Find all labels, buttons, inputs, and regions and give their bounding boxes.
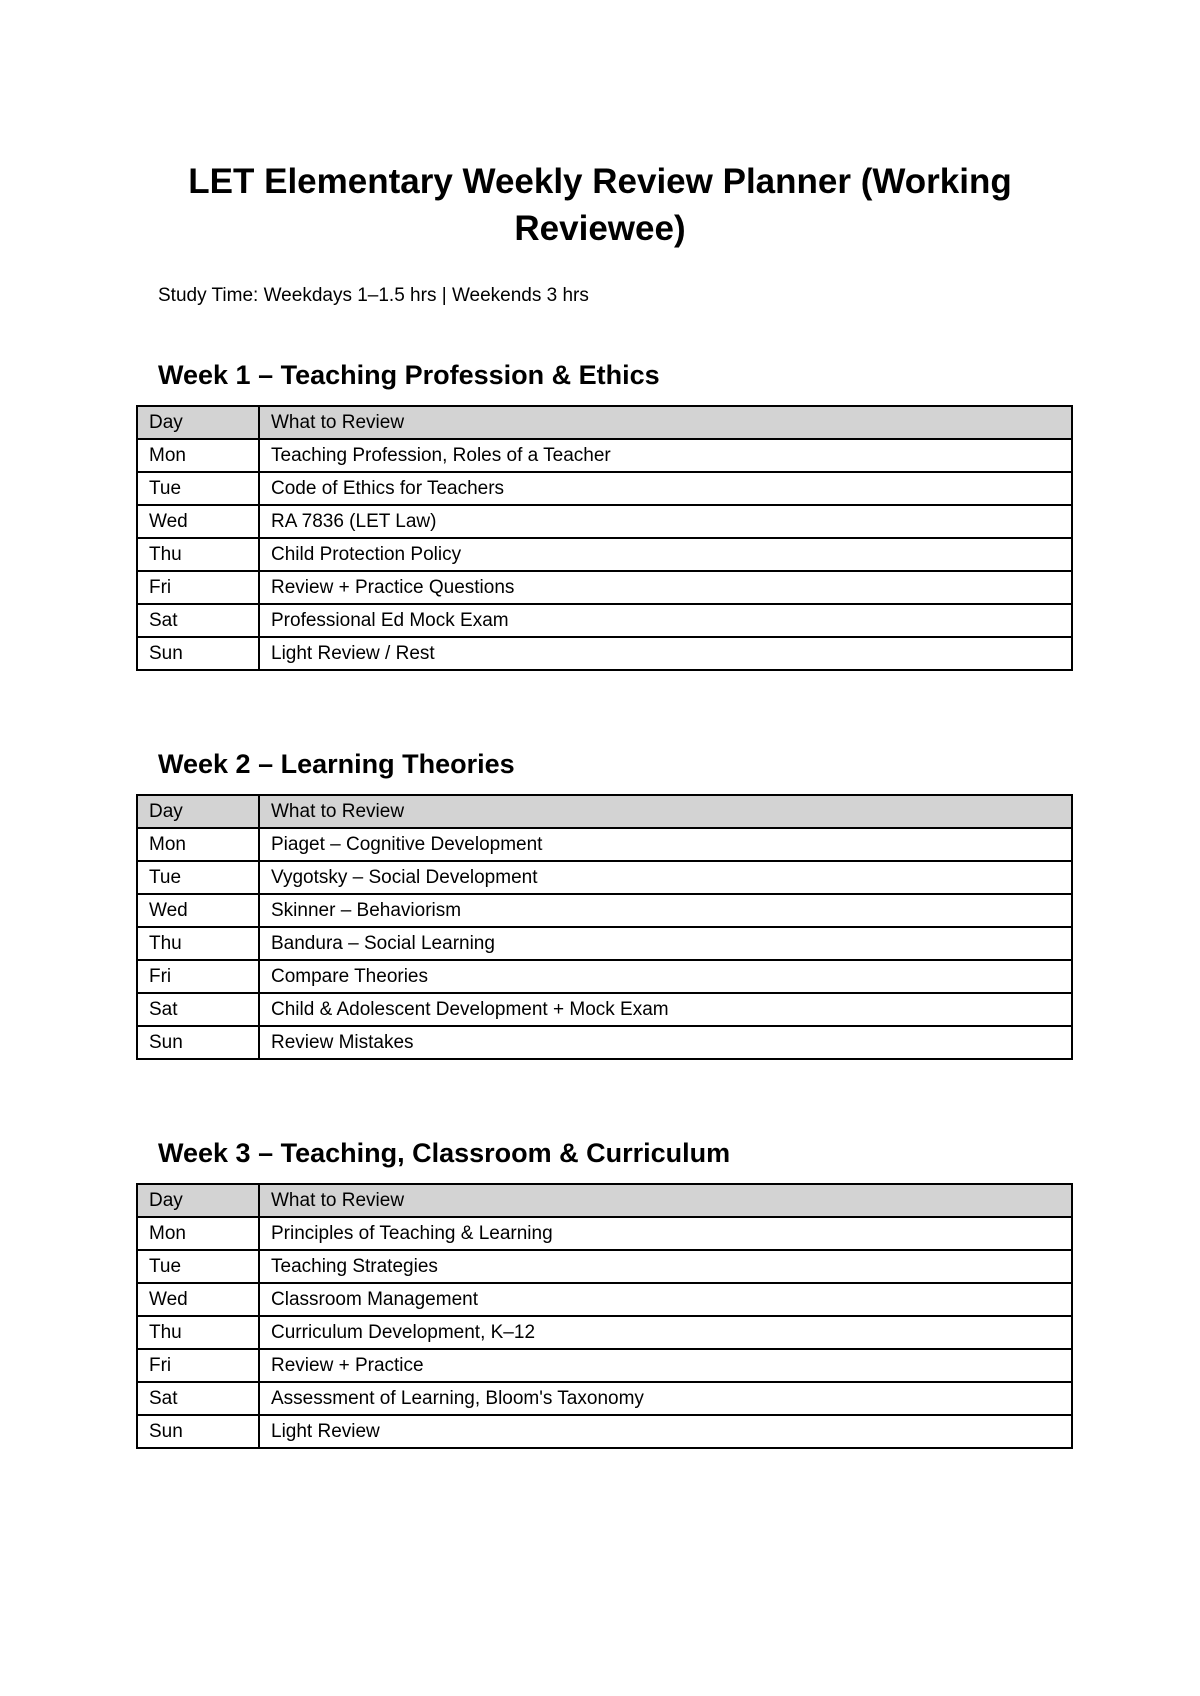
study-time-note: Study Time: Weekdays 1–1.5 hrs | Weekends 3 hrs	[158, 285, 589, 306]
topic-cell: Piaget – Cognitive Development	[259, 828, 1072, 861]
table-row	[137, 1316, 1072, 1349]
week-2-heading: Week 2 – Learning Theories	[158, 749, 515, 779]
topic-cell: Teaching Strategies	[259, 1250, 1072, 1283]
table-row	[137, 927, 1072, 960]
day-column-header: Day	[137, 1184, 259, 1217]
topic-cell: Child Protection Policy	[259, 538, 1072, 571]
table-row	[137, 637, 1072, 670]
table-row	[137, 861, 1072, 894]
week-3-table	[136, 1183, 1073, 1449]
week-3-section	[136, 1136, 1071, 1449]
table-header-row	[137, 406, 1072, 439]
table-row	[137, 1382, 1072, 1415]
day-cell: Thu	[137, 1316, 259, 1349]
table-row	[137, 439, 1072, 472]
topic-column-header: What to Review	[259, 795, 1072, 828]
day-cell: Wed	[137, 1283, 259, 1316]
table-header-row	[137, 1184, 1072, 1217]
table-row	[137, 571, 1072, 604]
day-cell: Wed	[137, 894, 259, 927]
day-cell: Tue	[137, 1250, 259, 1283]
topic-cell: Review + Practice Questions	[259, 571, 1072, 604]
day-cell: Sat	[137, 1382, 259, 1415]
week-3-heading: Week 3 – Teaching, Classroom & Curriculum	[158, 1138, 731, 1168]
table-row	[137, 894, 1072, 927]
day-cell: Sat	[137, 604, 259, 637]
topic-cell: Principles of Teaching & Learning	[259, 1217, 1072, 1250]
topic-cell: Assessment of Learning, Bloom's Taxonomy	[259, 1382, 1072, 1415]
day-cell: Tue	[137, 472, 259, 505]
day-cell: Mon	[137, 439, 259, 472]
topic-cell: Review + Practice	[259, 1349, 1072, 1382]
table-row	[137, 828, 1072, 861]
topic-cell: Skinner – Behaviorism	[259, 894, 1072, 927]
table-row	[137, 1415, 1072, 1448]
table-row	[137, 1217, 1072, 1250]
topic-cell: Curriculum Development, K–12	[259, 1316, 1072, 1349]
topic-cell: Light Review / Rest	[259, 637, 1072, 670]
topic-cell: Compare Theories	[259, 960, 1072, 993]
day-cell: Mon	[137, 828, 259, 861]
topic-cell: Review Mistakes	[259, 1026, 1072, 1059]
week-1-section	[136, 358, 1071, 671]
table-row	[137, 1349, 1072, 1382]
week-1-table	[136, 405, 1073, 671]
day-cell: Fri	[137, 960, 259, 993]
table-row	[137, 604, 1072, 637]
topic-cell: Vygotsky – Social Development	[259, 861, 1072, 894]
week-1-heading: Week 1 – Teaching Profession & Ethics	[158, 360, 660, 390]
day-cell: Sun	[137, 1415, 259, 1448]
day-cell: Thu	[137, 927, 259, 960]
day-column-header: Day	[137, 406, 259, 439]
day-cell: Fri	[137, 571, 259, 604]
day-cell: Mon	[137, 1217, 259, 1250]
topic-cell: RA 7836 (LET Law)	[259, 505, 1072, 538]
topic-cell: Professional Ed Mock Exam	[259, 604, 1072, 637]
table-row	[137, 1283, 1072, 1316]
document-title: LET Elementary Weekly Review Planner (Working Reviewee)	[188, 162, 1012, 248]
topic-cell: Light Review	[259, 1415, 1072, 1448]
topic-column-header: What to Review	[259, 1184, 1072, 1217]
table-row	[137, 960, 1072, 993]
table-row	[137, 472, 1072, 505]
day-cell: Wed	[137, 505, 259, 538]
week-2-section	[136, 747, 1071, 1060]
topic-cell: Classroom Management	[259, 1283, 1072, 1316]
table-row	[137, 993, 1072, 1026]
topic-cell: Teaching Profession, Roles of a Teacher	[259, 439, 1072, 472]
topic-cell: Bandura – Social Learning	[259, 927, 1072, 960]
table-header-row	[137, 795, 1072, 828]
day-cell: Sun	[137, 637, 259, 670]
topic-cell: Child & Adolescent Development + Mock Exam	[259, 993, 1072, 1026]
table-row	[137, 1026, 1072, 1059]
topic-column-header: What to Review	[259, 406, 1072, 439]
topic-cell: Code of Ethics for Teachers	[259, 472, 1072, 505]
day-cell: Fri	[137, 1349, 259, 1382]
day-cell: Sat	[137, 993, 259, 1026]
day-column-header: Day	[137, 795, 259, 828]
table-row	[137, 505, 1072, 538]
day-cell: Tue	[137, 861, 259, 894]
table-row	[137, 1250, 1072, 1283]
week-2-table	[136, 794, 1073, 1060]
day-cell: Thu	[137, 538, 259, 571]
day-cell: Sun	[137, 1026, 259, 1059]
table-row	[137, 538, 1072, 571]
